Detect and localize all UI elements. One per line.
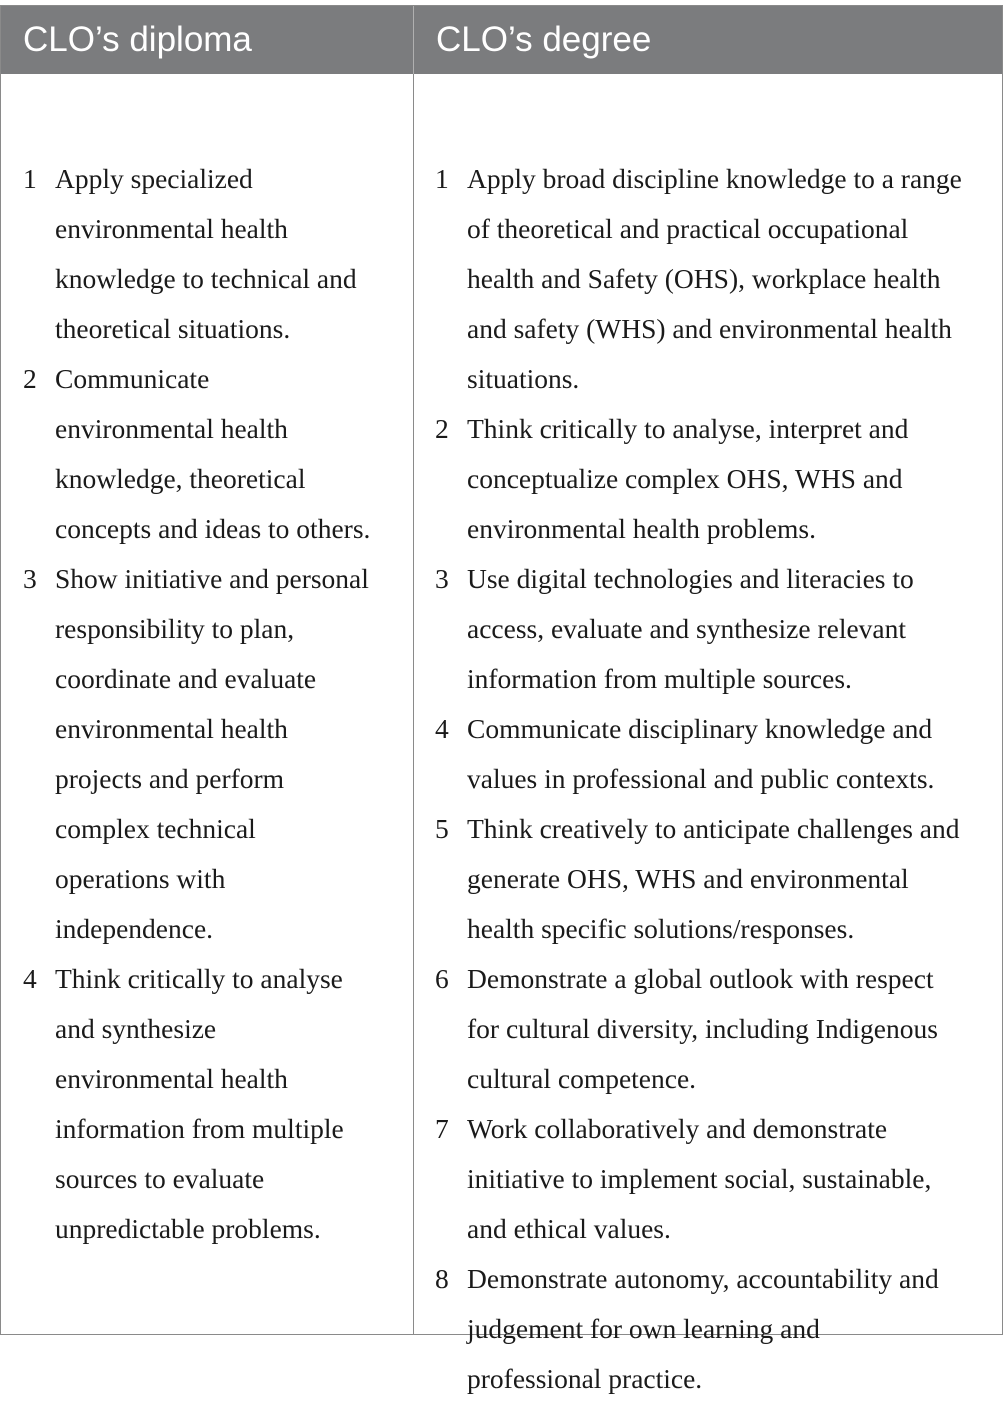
outcome-number: 4 [23, 963, 37, 994]
outcome-text-line: environmental health [55, 413, 288, 444]
outcome-text-line: coordinate and evaluate [55, 663, 317, 694]
outcome-text-line: complex technical [55, 813, 256, 844]
outcome-text-line: of theoretical and practical occupational [467, 213, 909, 244]
outcome-number: 5 [435, 813, 449, 844]
diploma-outcome-item [1, 154, 413, 354]
header-degree: CLO’s degree [436, 20, 652, 59]
outcome-text-line: and safety (WHS) and environmental health [467, 313, 952, 344]
outcome-text-line: situations. [467, 363, 580, 394]
outcome-text [467, 1104, 1002, 1254]
table-header-row [1, 6, 1002, 74]
outcome-text-line: Demonstrate a global outlook with respect [467, 963, 934, 994]
outcome-text [55, 154, 413, 354]
table-body-row [1, 74, 1002, 1394]
outcome-text-line: Communicate disciplinary knowledge and [467, 713, 933, 744]
outcome-text-line: conceptualize complex OHS, WHS and [467, 463, 903, 494]
outcome-text-line: cultural competence. [467, 1063, 697, 1094]
outcome-text-line: Think critically to analyse [55, 963, 343, 994]
outcome-text-line: health and Safety (OHS), workplace health [467, 263, 941, 294]
degree-outcome-item [414, 554, 1002, 704]
outcome-text-line: knowledge, theoretical [55, 463, 306, 494]
outcome-number: 2 [435, 413, 449, 444]
outcome-text-line: Show initiative and personal [55, 563, 369, 594]
outcome-number: 2 [23, 363, 37, 394]
outcome-number: 6 [435, 963, 449, 994]
outcome-text-line: environmental health problems. [467, 513, 817, 544]
outcome-text [467, 954, 1002, 1104]
outcome-text-line: operations with [55, 863, 226, 894]
outcome-text-line: health specific solutions/responses. [467, 913, 855, 944]
outcome-text-line: information from multiple sources. [467, 663, 852, 694]
outcome-text-line: initiative to implement social, sustainable, [467, 1163, 932, 1194]
outcome-text [467, 404, 1002, 554]
diploma-outcome-item [1, 354, 413, 554]
header-diploma: CLO’s diploma [1, 6, 414, 74]
clo-comparison-table [0, 5, 1003, 1394]
outcome-text-line: Communicate [55, 363, 210, 394]
outcome-text-line: Apply specialized [55, 163, 253, 194]
diploma-outcome-item [1, 554, 413, 954]
outcome-text-line: unpredictable problems. [55, 1213, 321, 1244]
outcome-text-line: theoretical situations. [55, 313, 291, 344]
degree-outcome-item [414, 704, 1002, 804]
degree-outcome-item [414, 954, 1002, 1104]
outcome-text-line: Apply broad discipline knowledge to a range [467, 163, 962, 194]
degree-outcome-item [414, 1254, 1002, 1404]
outcome-text-line: Work collaboratively and demonstrate [467, 1113, 888, 1144]
outcome-text [467, 154, 1002, 404]
degree-outcome-item [414, 404, 1002, 554]
outcome-text-line: environmental health [55, 213, 288, 244]
degree-outcome-item [414, 154, 1002, 404]
outcome-text [55, 954, 413, 1254]
outcome-text [467, 704, 1002, 804]
outcome-text-line: professional practice. [467, 1363, 703, 1394]
outcome-number: 4 [435, 713, 449, 744]
outcome-text [467, 554, 1002, 704]
outcome-text-line: information from multiple [55, 1113, 344, 1144]
diploma-outcomes-list [1, 154, 413, 1254]
diploma-column [1, 74, 414, 1334]
outcome-text-line: and ethical values. [467, 1213, 671, 1244]
outcome-text-line: concepts and ideas to others. [55, 513, 371, 544]
degree-outcome-item [414, 804, 1002, 954]
outcome-text-line: for cultural diversity, including Indigenous [467, 1013, 938, 1044]
outcome-text [55, 354, 413, 554]
outcome-text-line: Think critically to analyse, interpret and [467, 413, 909, 444]
outcome-text-line: access, evaluate and synthesize relevant [467, 613, 907, 644]
outcome-number: 8 [435, 1263, 449, 1294]
outcome-text-line: Use digital technologies and literacies to [467, 563, 914, 594]
degree-outcomes-list [414, 154, 1002, 1404]
outcome-text-line: generate OHS, WHS and environmental [467, 863, 909, 894]
outcome-number: 3 [435, 563, 449, 594]
outcome-text-line: values in professional and public contexts. [467, 763, 935, 794]
outcome-text-line: judgement for own learning and [467, 1313, 820, 1344]
outcome-text [467, 1254, 1002, 1404]
outcome-text-line: responsibility to plan, [55, 613, 295, 644]
outcome-number: 1 [23, 163, 37, 194]
degree-column [414, 74, 1002, 1394]
outcome-text-line: environmental health [55, 1063, 288, 1094]
degree-outcome-item [414, 1104, 1002, 1254]
diploma-outcome-item [1, 954, 413, 1254]
outcome-text [55, 554, 413, 954]
outcome-text-line: independence. [55, 913, 214, 944]
outcome-number: 3 [23, 563, 37, 594]
outcome-text [467, 804, 1002, 954]
outcome-text-line: sources to evaluate [55, 1163, 265, 1194]
outcome-text-line: environmental health [55, 713, 288, 744]
outcome-number: 1 [435, 163, 449, 194]
outcome-text-line: Demonstrate autonomy, accountability and [467, 1263, 939, 1294]
outcome-text-line: knowledge to technical and [55, 263, 357, 294]
outcome-text-line: Think creatively to anticipate challenges and [467, 813, 960, 844]
outcome-number: 7 [435, 1113, 449, 1144]
outcome-text-line: projects and perform [55, 763, 285, 794]
outcome-text-line: and synthesize [55, 1013, 217, 1044]
